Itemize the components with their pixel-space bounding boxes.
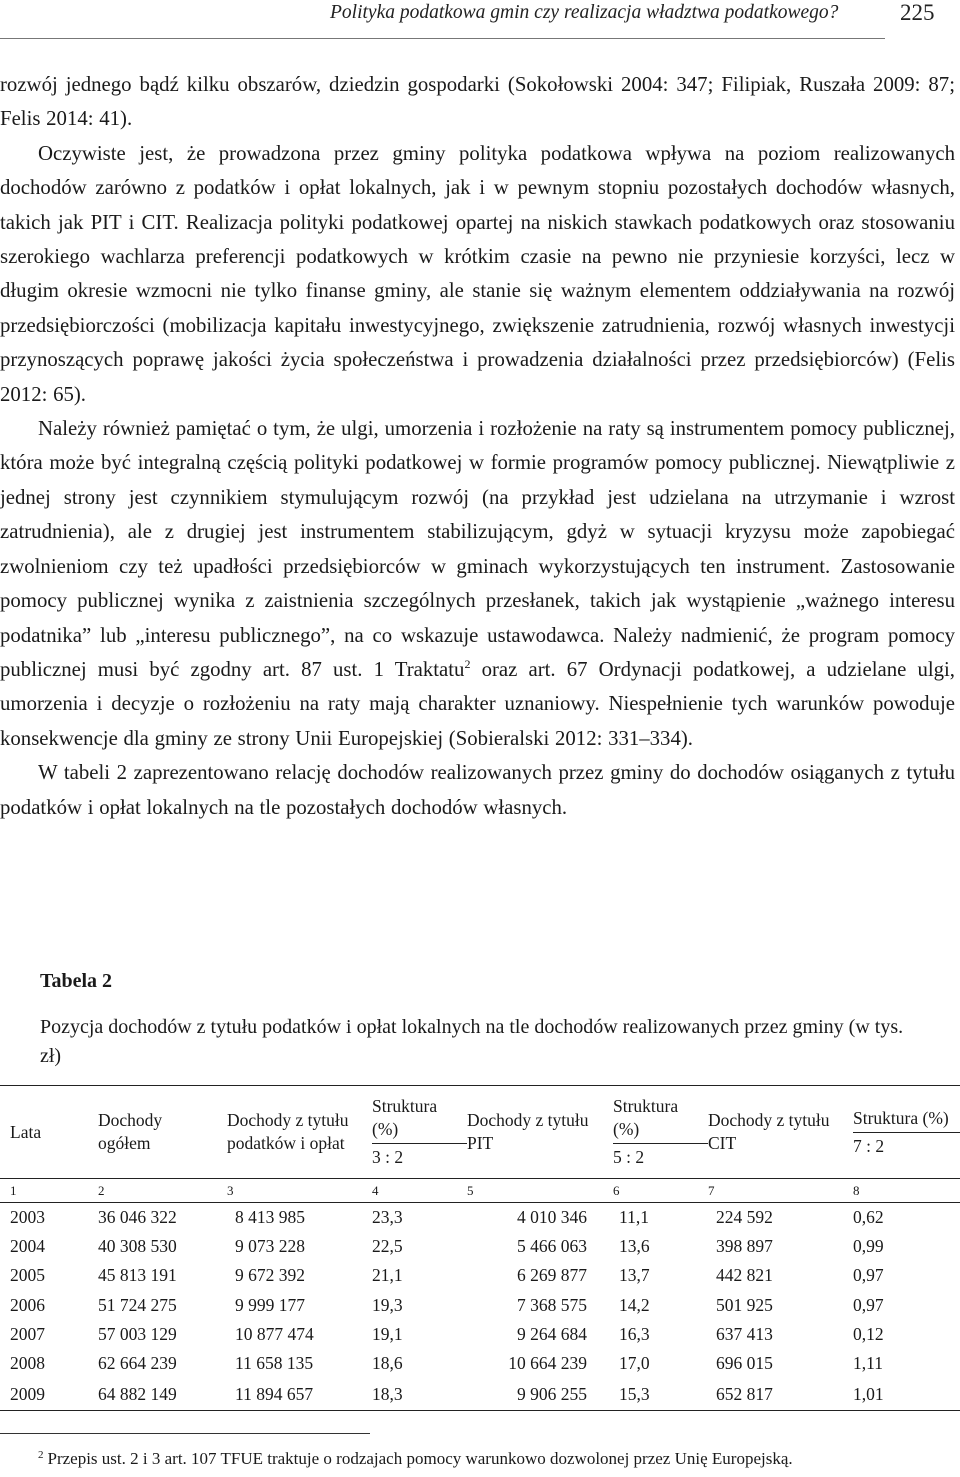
struktura-label-3: Struktura (%): [853, 1107, 949, 1128]
cell-pit-income: 5 466 063: [517, 1236, 587, 1257]
cell-tax-income: 9 073 228: [235, 1236, 305, 1257]
table-row: [0, 1320, 960, 1349]
cell-share-cit: 0,62: [853, 1207, 884, 1228]
cell-share-pit: 16,3: [619, 1323, 650, 1344]
col-header-struktura-2: [613, 1086, 708, 1179]
cell-total-income: 40 308 530: [98, 1236, 177, 1257]
table-label: Tabela 2: [40, 970, 113, 992]
cell-cit-income: 224 592: [716, 1207, 773, 1228]
table-row: [0, 1261, 960, 1290]
cell-share-pit: 15,3: [613, 1378, 708, 1411]
paragraph-1: rozwój jednego bądź kilku obszarów, dziedzin gospodarki (Sokołowski 2004: 347; Filipiak, Ruszała 2009: 87; Felis 2014: 41).: [0, 73, 955, 131]
cell-year: 2004: [10, 1236, 45, 1257]
page-number: 225: [900, 0, 935, 25]
table-row: [0, 1291, 960, 1320]
cell-share-tax: 23,3: [372, 1207, 403, 1228]
cell-pit-income: 4 010 346: [517, 1207, 587, 1228]
cell-cit-income: 501 925: [716, 1294, 773, 1315]
cell-tax-income: 9 672 392: [235, 1265, 305, 1286]
cell-tax-income: 11 658 135: [235, 1353, 314, 1374]
cell-share-tax: 19,3: [372, 1294, 403, 1315]
cell-share-cit: 1,01: [853, 1378, 960, 1411]
col-header-struktura-1: [372, 1086, 467, 1179]
cell-tax-income: 9 999 177: [235, 1294, 305, 1315]
col-header-podatki: Dochody z tytułu podatków i opłat: [227, 1086, 372, 1179]
body-text: [0, 68, 955, 825]
col-number: 3: [227, 1179, 372, 1203]
cell-share-cit: 0,97: [853, 1265, 884, 1286]
col-number: 4: [372, 1179, 467, 1203]
table-row: [0, 1378, 960, 1411]
cell-share-cit: 0,99: [853, 1236, 884, 1257]
income-table: [0, 1085, 960, 1411]
cell-cit-income: 652 817: [708, 1378, 853, 1411]
paragraph-4: W tabeli 2 zaprezentowano relację dochodów realizowanych przez gminy do dochodów osiąganych z tytułu podatków i opłat lokalnych na tle pozostałych dochodów własnych.: [0, 761, 955, 819]
cell-year: 2003: [10, 1207, 45, 1228]
struktura-label-2: Struktura (%): [613, 1096, 679, 1139]
footnote-number: 2: [38, 1449, 44, 1461]
cell-pit-income: 9 906 255: [467, 1378, 613, 1411]
col-header-pit: Dochody z tytułu PIT: [467, 1086, 613, 1179]
table-row: [0, 1232, 960, 1261]
col-number: 8: [853, 1179, 960, 1203]
cell-year: 2006: [10, 1294, 45, 1315]
struktura-label-1: Struktura (%): [372, 1096, 438, 1139]
paragraph-3-part-b: oraz art. 67 Ordynacji podatkowej, a udzielane ulgi, umorzenia i decyzje o rozłożeniu na raty mają charakter uznaniowy. Niespełnienie tych warunków powoduje konsekwencje dla gminy ze strony Unii Europejskiej (Sobieralski 2012: 331–334).: [0, 657, 956, 750]
col-number: 7: [708, 1179, 853, 1203]
footnote-reference[interactable]: 2: [464, 656, 471, 671]
cell-year: 2009: [0, 1378, 98, 1411]
paragraph-3: [0, 412, 955, 756]
col-header-struktura-3: [853, 1086, 960, 1179]
cell-share-tax: 21,1: [372, 1265, 403, 1286]
cell-tax-income: 11 894 657: [227, 1378, 372, 1411]
table-row: [0, 1203, 960, 1233]
cell-cit-income: 637 413: [716, 1323, 773, 1344]
cell-total-income: 45 813 191: [98, 1265, 177, 1286]
cell-total-income: 36 046 322: [98, 1207, 177, 1228]
col-number: 2: [98, 1179, 227, 1203]
ratio-label-2: 5 : 2: [613, 1143, 708, 1169]
running-header: [0, 0, 960, 40]
col-number: 6: [613, 1179, 708, 1203]
cell-year: 2005: [10, 1265, 45, 1286]
col-header-lata: Lata: [0, 1086, 98, 1179]
footnote-text: Przepis ust. 2 i 3 art. 107 TFUE traktuje o rodzajach pomocy warunkowo dozwolonej przez Unię Europejską.: [47, 1449, 793, 1468]
cell-cit-income: 442 821: [716, 1265, 773, 1286]
cell-total-income: 64 882 149: [98, 1378, 227, 1411]
table-header-row: [0, 1086, 960, 1179]
cell-share-cit: 0,12: [853, 1323, 884, 1344]
cell-share-tax: 18,3: [372, 1378, 467, 1411]
cell-pit-income: 9 264 684: [517, 1323, 587, 1344]
cell-pit-income: 7 368 575: [517, 1294, 587, 1315]
paragraph-3-part-a: Należy również pamiętać o tym, że ulgi, umorzenia i rozłożenie na raty są instrumentem pomocy publicznej, która może być integralną częścią polityki podatkowej w formie programów pomocy publicznej. Niewątpliwie z jednej strony jest czynnikiem stymulującym rozwój (na przykład jest udzielana na utrzymanie i wzrost zatrudnienia), ale z drugiej jest instrumentem stabilizującym, gdyż w sytuacji kryzysu może zapobiegać zwolnieniom czy też upadłości przedsiębiorców w gminach wykorzystujących ten instrument. Zastosowanie pomocy publicznej wynika z zaistnienia szczególnych przesłanek, takich jak wystąpienie „ważnego interesu podatnika” lub „interesu publicznego”, na co wskazuje ustawodawca. Należy nadmienić, że program pomocy publicznej musi być zgodny art. 87 ust. 1 Traktatu: [0, 417, 955, 681]
cell-pit-income: 10 664 239: [508, 1353, 587, 1374]
cell-share-pit: 11,1: [619, 1207, 649, 1228]
cell-pit-income: 6 269 877: [517, 1265, 587, 1286]
cell-share-pit: 13,6: [619, 1236, 650, 1257]
paragraph-2: Oczywiste jest, że prowadzona przez gminy polityka podatkowa wpływa na poziom realizowanych dochodów zarówno z podatków i opłat lokalnych, jak i w pewnym stopniu pozostałych dochodów własnych, takich jak PIT i CIT. Realizacja polityki podatkowej opartej na niskich stawkach podatkowych oraz stosowaniu szerokiego wachlarza preferencji podatkowych w krótkim czasie na pewno nie przyniesie korzyści, lecz w długim okresie wzmocni nie tylko finanse gminy, ale stanie się ważnym elementem oddziaływania na rozwój przedsiębiorczości (mobilizacja kapitału inwestycyjnego, zwiększenie zatrudnienia, rozwój własnych inwestycji przynoszących poprawę jakości życia społeczeństwa i prowadzenia działalności przez przedsiębiorców) (Felis 2012: 65).: [0, 141, 955, 406]
cell-share-tax: 22,5: [372, 1236, 403, 1257]
cell-year: 2008: [10, 1353, 45, 1374]
cell-cit-income: 398 897: [716, 1236, 773, 1257]
cell-tax-income: 8 413 985: [235, 1207, 305, 1228]
cell-share-pit: 14,2: [619, 1294, 650, 1315]
cell-total-income: 57 003 129: [98, 1323, 177, 1344]
cell-tax-income: 10 877 474: [235, 1323, 314, 1344]
col-number: 5: [467, 1179, 613, 1203]
col-number: 1: [0, 1179, 98, 1203]
cell-share-tax: 18,6: [372, 1353, 403, 1374]
table-caption: Pozycja dochodów z tytułu podatków i opłat lokalnych na tle dochodów realizowanych przez gminy (w tys. zł): [40, 1016, 904, 1067]
cell-share-pit: 17,0: [619, 1353, 650, 1374]
ratio-label-3: 7 : 2: [853, 1132, 960, 1158]
cell-share-cit: 1,11: [853, 1353, 883, 1374]
footnote-rule: [0, 1433, 370, 1434]
footnote: [38, 1449, 793, 1469]
cell-total-income: 62 664 239: [98, 1353, 177, 1374]
col-header-cit: Dochody z tytułu CIT: [708, 1086, 853, 1179]
col-header-ogolem: Dochody ogółem: [98, 1086, 227, 1179]
ratio-label-1: 3 : 2: [372, 1143, 467, 1169]
cell-total-income: 51 724 275: [98, 1294, 177, 1315]
cell-share-pit: 13,7: [619, 1265, 650, 1286]
cell-share-tax: 19,1: [372, 1323, 403, 1344]
header-rule: [0, 38, 885, 39]
cell-cit-income: 696 015: [716, 1353, 773, 1374]
running-title: Polityka podatkowa gmin czy realizacja władztwa podatkowego?: [330, 2, 839, 23]
cell-share-cit: 0,97: [853, 1294, 884, 1315]
cell-year: 2007: [10, 1323, 45, 1344]
column-number-row: [0, 1179, 960, 1203]
table-row: [0, 1349, 960, 1378]
